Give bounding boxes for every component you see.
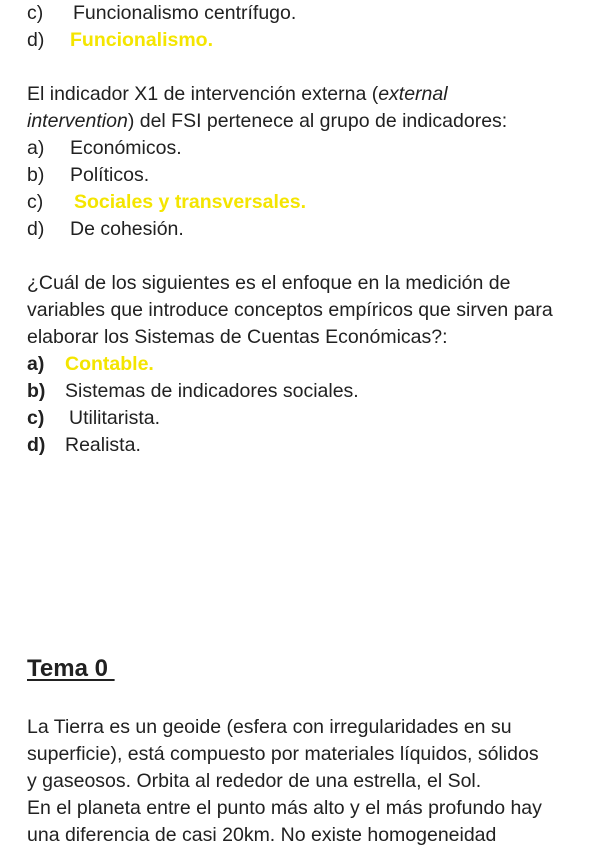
option-text: De cohesión.	[70, 218, 184, 240]
option-text: Sistemas de indicadores sociales.	[65, 380, 359, 402]
q2-stem-line-3: elaborar los Sistemas de Cuentas Económicas?:	[27, 326, 448, 348]
option-letter: c)	[27, 2, 44, 24]
option-letter: b)	[27, 380, 46, 402]
option-text: Funcionalismo centrífugo.	[73, 2, 297, 24]
stem-text: El indicador X1 de intervención externa (	[27, 83, 379, 105]
option-text: Políticos.	[70, 164, 150, 186]
option-letter: a)	[27, 353, 45, 375]
option-letter: c)	[27, 407, 45, 429]
body-line-1: La Tierra es un geoide (esfera con irregularidades en su	[27, 716, 512, 738]
body-line-2: superficie), está compuesto por materiales líquidos, sólidos	[27, 743, 539, 765]
q1-stem-line-2	[27, 108, 507, 135]
body-line-3: y gaseosos. Orbita al rededor de una estrella, el Sol.	[27, 770, 482, 792]
section-heading: Tema 0	[27, 655, 115, 682]
option-text: Utilitarista.	[69, 407, 161, 429]
q2-stem-line-2: variables que introduce conceptos empíricos que sirven para	[27, 299, 553, 321]
q2-stem-line-1: ¿Cuál de los siguientes es el enfoque en la medición de	[27, 272, 511, 294]
option-letter: d)	[27, 218, 45, 240]
highlighted-answer: Funcionalismo.	[70, 29, 214, 51]
stem-text: ) del FSI pertenece al grupo de indicadores:	[127, 110, 508, 132]
option-letter: c)	[27, 191, 44, 213]
body-line-4: En el planeta entre el punto más alto y el más profundo hay	[27, 797, 542, 819]
body-line-5: una diferencia de casi 20km. No existe homogeneidad	[27, 824, 497, 846]
option-text: Realista.	[65, 434, 141, 456]
option-letter: b)	[27, 164, 45, 186]
option-letter: d)	[27, 29, 45, 51]
stem-italic-text: intervention	[27, 110, 128, 132]
highlighted-answer: Sociales y transversales.	[74, 191, 306, 213]
option-letter: d)	[27, 434, 46, 456]
q1-stem-line-1	[27, 81, 448, 108]
stem-italic-text: external	[378, 83, 448, 105]
highlighted-answer: Contable.	[65, 353, 154, 375]
option-text: Económicos.	[70, 137, 182, 159]
option-letter: a)	[27, 137, 45, 159]
